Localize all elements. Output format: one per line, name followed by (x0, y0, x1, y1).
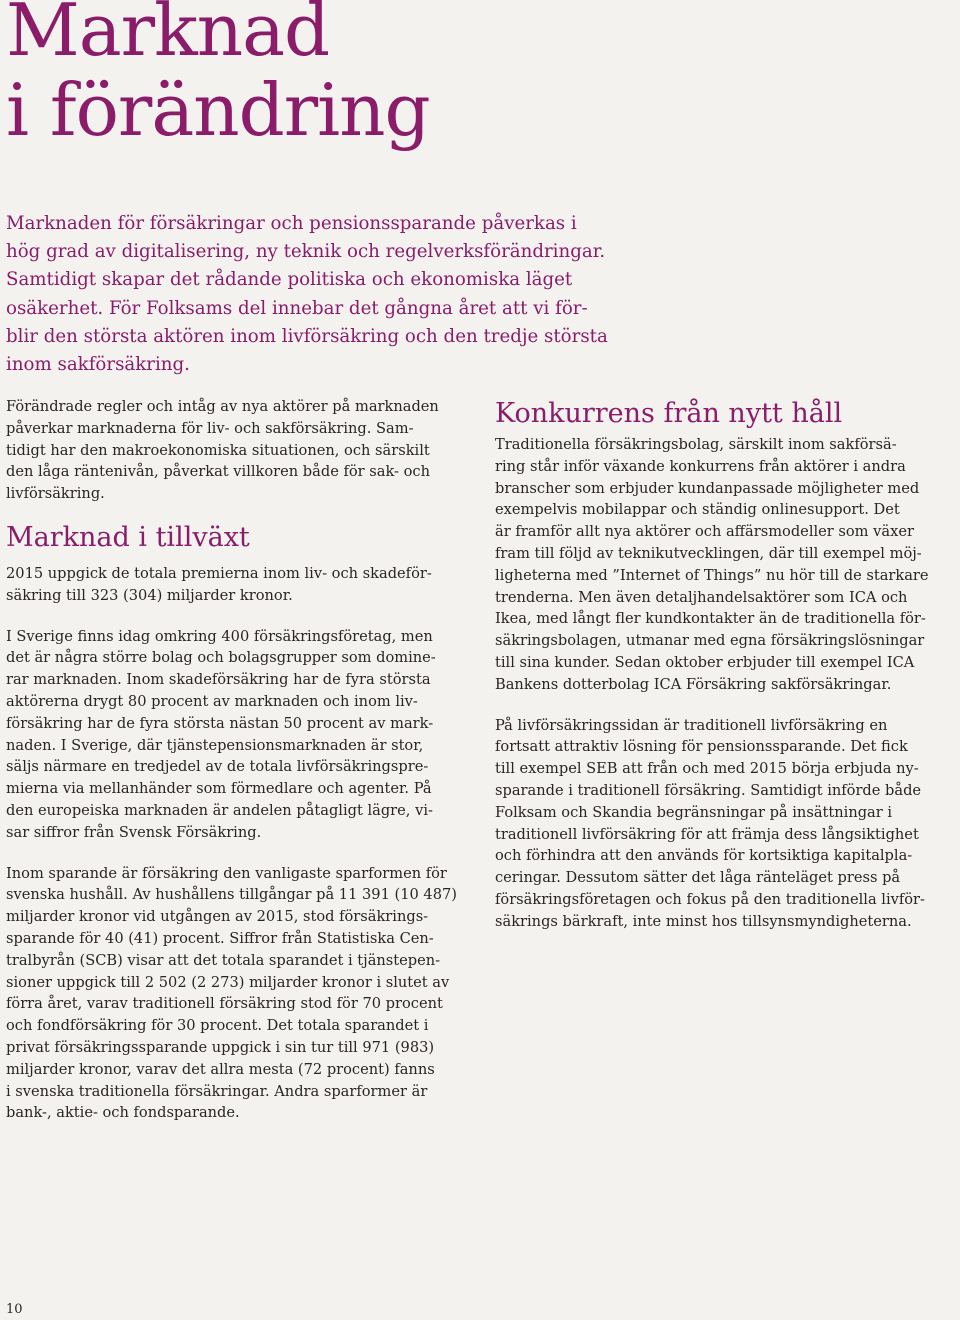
lead-line: blir den största aktören inom livförsäkring och den tredje största (6, 325, 608, 347)
body-line: miljarder kronor, varav det allra mesta (72 procent) fanns (6, 1060, 435, 1078)
lead-line: Samtidigt skapar det rådande politiska och ekonomiska läget (6, 269, 573, 291)
lead-line: osäkerhet. För Folksams del innebar det gångna året att vi för- (6, 297, 588, 319)
body-line: I Sverige finns idag omkring 400 försäkringsföretag, men (6, 627, 433, 645)
body-line: bank-, aktie- och fondsparande. (6, 1104, 240, 1122)
page-title (6, 0, 430, 150)
body-line: sar siffror från Svensk Försäkring. (6, 823, 262, 841)
body-line: den europeiska marknaden är andelen påtagligt lägre, vi- (6, 801, 433, 819)
body-line: säkring till 323 (304) miljarder kronor. (6, 586, 293, 604)
body-line: Traditionella försäkringsbolag, särskilt inom sakförsä- (495, 436, 897, 453)
body-line: tralbyrån (SCB) visar att det totala sparandet i tjänstepen- (6, 951, 441, 969)
body-line: ring står inför växande konkurrens från aktörer i andra (495, 457, 906, 475)
body-line: privat försäkringssparande uppgick i sin tur till 971 (983) (6, 1038, 435, 1056)
body-line: fram till följd av teknikutvecklingen, där till exempel möj- (495, 544, 922, 562)
competition-paragraph-1 (495, 434, 957, 696)
body-line: svenska hushåll. Av hushållens tillgångar på 11 391 (10 487) (6, 886, 457, 904)
page-title-line-1: Marknad (6, 0, 330, 72)
paragraph-spacer (495, 696, 957, 715)
body-line: aktörerna drygt 80 procent av marknaden och inom liv- (6, 692, 418, 710)
body-line: till sina kunder. Sedan oktober erbjuder till exempel ICA (495, 653, 915, 671)
body-line: sparande för 40 (41) procent. Siffror från Statistiska Cen- (6, 929, 434, 947)
body-line: fortsatt attraktiv lösning för pensionssparande. Det fick (495, 738, 908, 756)
body-line: miljarder kronor vid utgången av 2015, stod försäkrings- (6, 908, 429, 926)
body-line: påverkar marknaderna för liv- och sakförsäkring. Sam- (6, 419, 414, 437)
body-line: På livförsäkringssidan är traditionell livförsäkring en (495, 716, 888, 734)
body-line: säljs närmare en tredjedel av de totala livförsäkringspre- (6, 758, 429, 776)
page-title-line-2: i förändring (6, 68, 430, 152)
body-line: Inom sparande är försäkring den vanligaste sparformen för (6, 864, 447, 882)
body-line: säkringsbolagen, utmanar med egna försäkringslösningar (495, 632, 925, 650)
paragraph-spacer (6, 844, 476, 863)
lead-line: hög grad av digitalisering, ny teknik och regelverksförändringar. (6, 241, 606, 263)
body-line: försäkring har de fyra största nästan 50 procent av mark- (6, 714, 434, 732)
body-line: livförsäkring. (6, 485, 105, 503)
body-line: Bankens dotterbolag ICA Försäkring sakförsäkringar. (495, 675, 892, 693)
body-line: Förändrade regler och intåg av nya aktörer på marknaden (6, 398, 439, 415)
body-line: sparande i traditionell försäkring. Samtidigt införde både (495, 781, 922, 799)
market-growth-paragraph-3 (6, 863, 476, 1125)
body-line: exempelvis mobilappar och ständig onlinesupport. Det (495, 501, 900, 519)
lead-line: Marknaden för försäkringar och pensionssparande påverkas i (6, 213, 577, 234)
lead-paragraph (6, 210, 686, 379)
body-line: försäkringsföretagen och fokus på den traditionella livför- (495, 890, 925, 908)
left-column (6, 396, 476, 1124)
body-line: förra året, varav traditionell försäkring stod för 70 procent (6, 995, 443, 1013)
right-column (495, 396, 957, 933)
body-line: 2015 uppgick de totala premierna inom liv- och skadeför- (6, 564, 432, 582)
body-line: säkrings bärkraft, inte minst hos tillsynsmyndigheterna. (495, 912, 912, 930)
body-line: och förhindra att den används för kortsiktiga kapitalpla- (495, 847, 913, 865)
body-line: ligheterna med ”Internet of Things” nu hör till de starkare (495, 566, 929, 584)
body-line: tidigt har den makroekonomiska situationen, och särskilt (6, 441, 430, 459)
body-line: trenderna. Men även detaljhandelsaktörer som ICA och (495, 588, 908, 606)
body-line: Folksam och Skandia begränsningar på insättningar i (495, 803, 893, 821)
body-line: mierna via mellanhänder som förmedlare och agenter. På (6, 780, 432, 798)
market-growth-paragraph-1 (6, 563, 476, 607)
body-line: till exempel SEB att från och med 2015 börja erbjuda ny- (495, 760, 919, 778)
body-line: naden. I Sverige, där tjänstepensionsmarknaden är stor, (6, 736, 424, 754)
competition-paragraph-2 (495, 715, 957, 933)
body-line: rar marknaden. Inom skadeförsäkring har de fyra största (6, 671, 431, 689)
body-line: i svenska traditionella försäkringar. Andra sparformer är (6, 1082, 428, 1100)
body-line: är framför allt nya aktörer och affärsmodeller som växer (495, 523, 914, 541)
paragraph-spacer (6, 607, 476, 626)
lead-line: inom sakförsäkring. (6, 354, 190, 376)
body-line: traditionell livförsäkring för att främja dess långsiktighet (495, 825, 919, 843)
section-heading-market-growth: Marknad i tillväxt (6, 521, 250, 553)
body-line: branscher som erbjuder kundanpassade möjligheter med (495, 479, 920, 497)
body-line: sioner uppgick till 2 502 (2 273) miljarder kronor i slutet av (6, 973, 450, 991)
body-line: den låga räntenivån, påverkat villkoren både för sak- och (6, 463, 430, 481)
body-line: ceringar. Dessutom sätter det låga ränteläget press på (495, 869, 901, 887)
body-line: Ikea, med långt fler kundkontakter än de traditionella för- (495, 610, 926, 628)
market-growth-paragraph-2 (6, 626, 476, 844)
intro-paragraph (6, 396, 476, 505)
body-line: och fondförsäkring för 30 procent. Det totala sparandet i (6, 1017, 429, 1035)
section-heading-competition: Konkurrens från nytt håll (495, 398, 843, 429)
page-number: 10 (6, 1302, 23, 1317)
body-line: det är några större bolag och bolagsgrupper som domine- (6, 649, 436, 667)
